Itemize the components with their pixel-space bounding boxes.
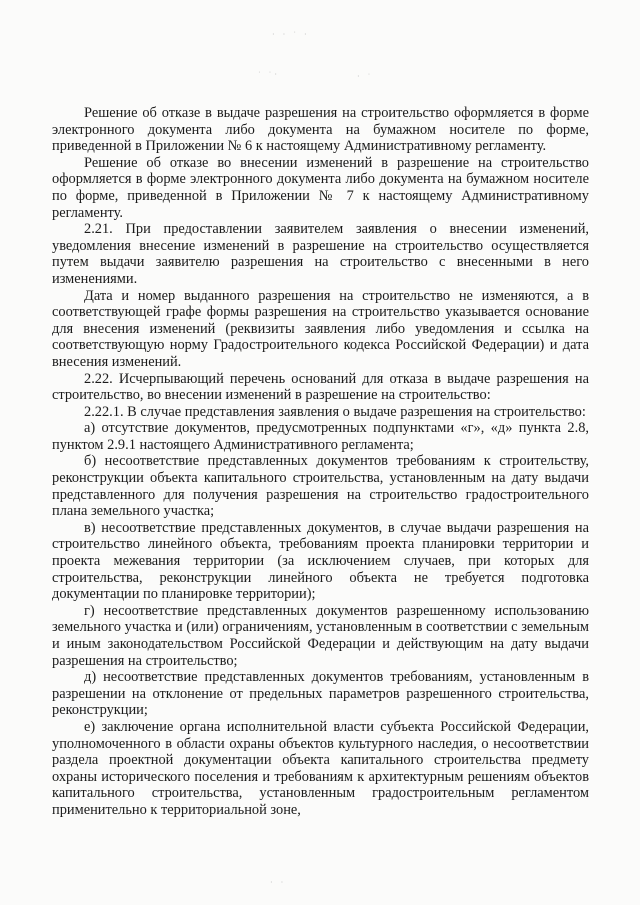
document-body bbox=[52, 105, 589, 819]
scan-artifact: · ˙ bbox=[357, 72, 374, 81]
paragraph-2-21: 2.21. При предоставлении заявителем заявления о внесении изменений, уведомления внесение изменений в разрешение на строительство осуществляется путем выдачи заявителю разрешения на строительство с внесенными в него изменениями. bbox=[52, 221, 589, 287]
paragraph-2-22-1: 2.22.1. В случае представления заявления о выдаче разрешения на строительство: bbox=[84, 403, 586, 420]
list-item-g: г) несоответствие представленных документов разрешенному использованию земельного участка и (или) ограничениям, установленным в соответствии с земельным и иным законодательством Российской Федерации и действующим на дату выдачи разрешения на строительство; bbox=[52, 602, 589, 669]
list-item-v: в) несоответствие представленных документов, в случае выдачи разрешения на строительство линейного объекта, требованиям проекта планировки территории и проекта межевания территории (за исключением случаев, при которых для строительства, реконструкции линейного объекта не требуется подготовка документации по планировке территории); bbox=[52, 519, 589, 603]
paragraph-refusal-changes-form: Решение об отказе во внесении изменений в разрешение на строительство оформляется в форме электронного документа либо документа на бумажном носителе по форме, приведенной в Приложении № 7 к настоящему Административному регламенту. bbox=[52, 154, 589, 221]
list-item-d: д) несоответствие представленных документов требованиям, установленным в разрешении на отклонение от предельных параметров разрешенного строительства, реконструкции; bbox=[52, 669, 589, 719]
list-item-a: а) отсутствие документов, предусмотренных подпунктами «г», «д» пункта 2.8, пунктом 2.9.1 настоящего Административного регламента; bbox=[52, 420, 589, 453]
scan-artifact: · · bbox=[270, 878, 287, 887]
list-item-e: е) заключение органа исполнительной власти субъекта Российской Федерации, уполномоченного в области охраны объектов культурного наследия, о несоответствии раздела проектной документации объекта капитального строительства предмету охраны исторического поселения и требованиям к архитектурным решениям объектов капитального строительства, установленным градостроительным регламентом применительно к территориальной зоне, bbox=[52, 718, 589, 818]
scan-artifact: ˙ ˙· bbox=[258, 70, 280, 79]
paragraph-refusal-issuance-form: Решение об отказе в выдаче разрешения на строительство оформляется в форме электронного документа либо документа на бумажном носителе по форме, приведенной в Приложении № 6 к настоящему Административному регламенту. bbox=[52, 105, 589, 155]
paragraph-date-number: Дата и номер выданного разрешения на строительство не изменяются, а в соответствующей графе формы разрешения на строительство указывается основание для внесения изменений (реквизиты заявления либо уведомления и ссылка на соответствующую норму Градостроительного кодекса Российской Федерации) и дата внесения изменений. bbox=[52, 287, 589, 370]
paragraph-2-22: 2.22. Исчерпывающий перечень оснований для отказа в выдаче разрешения на строительство, во внесении изменений в разрешение на строительство: bbox=[52, 370, 589, 404]
list-item-b: б) несоответствие представленных документов требованиям к строительству, реконструкции объекта капитального строительства, установленным на дату выдачи представленного для получения разрешения на строительство градостроительного плана земельного участка; bbox=[52, 453, 589, 520]
scan-artifact: · · ˙ · bbox=[272, 30, 310, 39]
